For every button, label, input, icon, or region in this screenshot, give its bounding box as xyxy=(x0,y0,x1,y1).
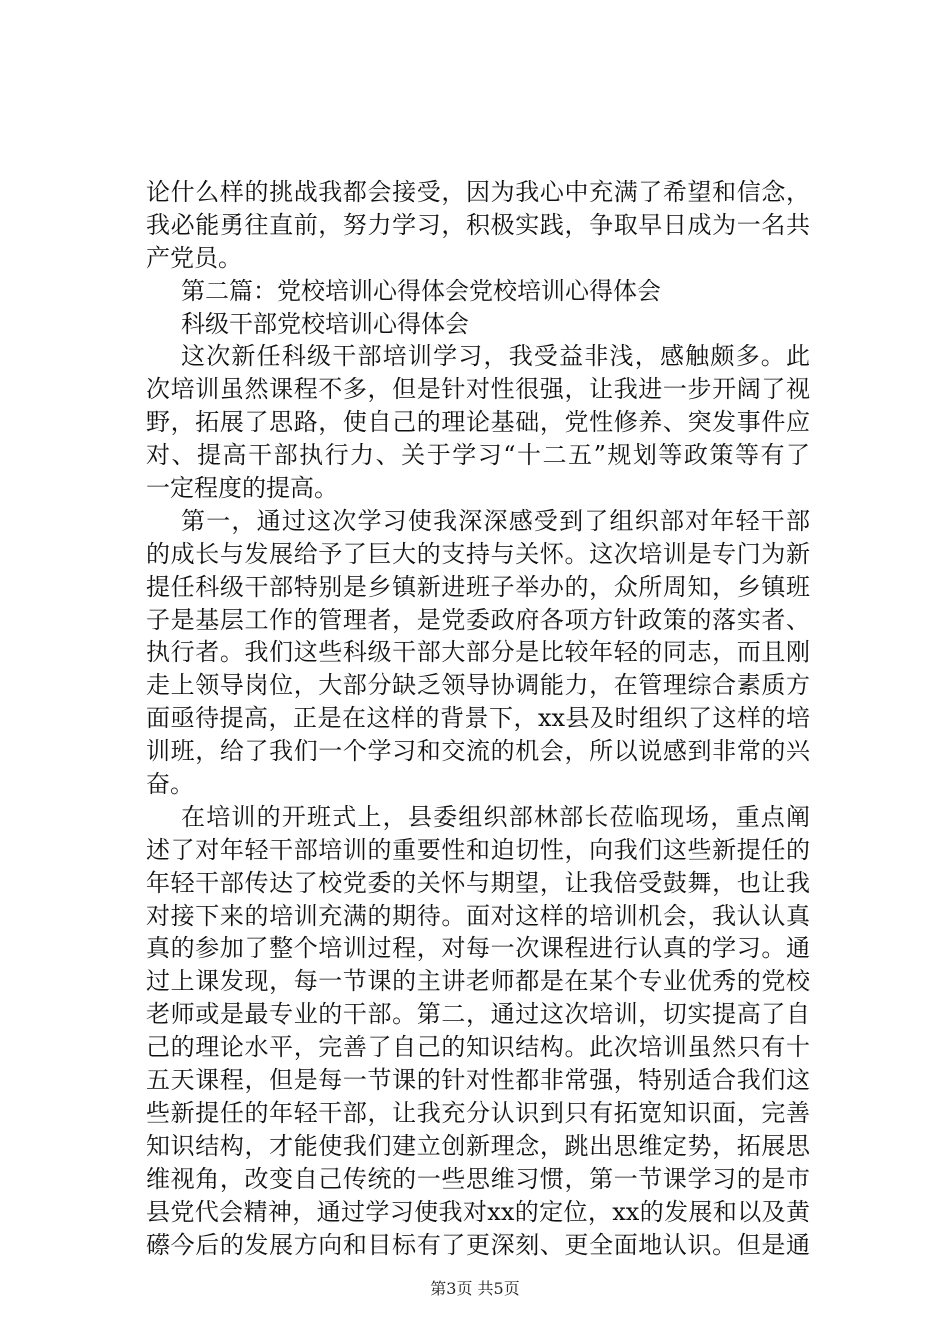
text-line: 子是基层工作的管理者，是党委政府各项方针政策的落实者、 xyxy=(146,605,810,634)
text-line: 对接下来的培训充满的期待。面对这样的培训机会，我认认真 xyxy=(146,901,810,930)
text-line: 提任科级干部特别是乡镇新进班子举办的，众所周知，乡镇班 xyxy=(146,572,810,601)
text-line: 野，拓展了思路，使自己的理论基础，党性修养、突发事件应 xyxy=(146,408,810,437)
text-line: 奋。 xyxy=(146,770,194,799)
text-line: 我必能勇往直前，努力学习，积极实践，争取早日成为一名共 xyxy=(146,210,810,239)
text-line: 产党员。 xyxy=(146,243,242,272)
text-line: 五天课程，但是每一节课的针对性都非常强，特别适合我们这 xyxy=(146,1066,810,1095)
text-line: 老师或是最专业的干部。第二，通过这次培训，切实提高了自 xyxy=(146,1000,810,1029)
text-line: 走上领导岗位，大部分缺乏领导协调能力，在管理综合素质方 xyxy=(146,671,810,700)
page-footer: 第3页 共5页 xyxy=(430,1279,520,1298)
text-line: 真的参加了整个培训过程，对每一次课程进行认真的学习。通 xyxy=(146,934,810,963)
text-line: 述了对年轻干部培训的重要性和迫切性，向我们这些新提任的 xyxy=(146,835,810,864)
text-line: 些新提任的年轻干部，让我充分认识到只有拓宽知识面，完善 xyxy=(146,1098,810,1127)
text-line: 在培训的开班式上，县委组织部林部长莅临现场，重点阐 xyxy=(181,802,810,831)
text-line: 一定程度的提高。 xyxy=(146,474,338,503)
text-line: 礤今后的发展方向和目标有了更深刻、更全面地认识。但是通 xyxy=(146,1230,810,1259)
text-line: 次培训虽然课程不多，但是针对性很强，让我进一步开阔了视 xyxy=(146,375,810,404)
text-line: 己的理论水平，完善了自己的知识结构。此次培训虽然只有十 xyxy=(146,1033,810,1062)
text-line: 对、提高干部执行力、关于学习“十二五”规划等政策等有了 xyxy=(146,441,810,470)
text-line: 县党代会精神，通过学习使我对xx的定位，xx的发展和以及黄 xyxy=(146,1197,810,1226)
section-subheading: 科级干部党校培训心得体会 xyxy=(181,309,469,338)
text-line: 执行者。我们这些科级干部大部分是比较年轻的同志，而且刚 xyxy=(146,638,810,667)
text-line: 训班，给了我们一个学习和交流的机会，所以说感到非常的兴 xyxy=(146,737,810,766)
text-line: 的成长与发展给予了巨大的支持与关怀。这次培训是专门为新 xyxy=(146,539,810,568)
text-line: 知识结构，才能使我们建立创新理念，跳出思维定势，拓展思 xyxy=(146,1131,810,1160)
text-line: 论什么样的挑战我都会接受，因为我心中充满了希望和信念， xyxy=(146,178,810,206)
text-line: 维视角，改变自己传统的一些思维习惯，第一节课学习的是市 xyxy=(146,1164,810,1193)
section-heading: 第二篇：党校培训心得体会党校培训心得体会 xyxy=(181,276,661,305)
text-line: 过上课发现，每一节课的主讲老师都是在某个专业优秀的党校 xyxy=(146,967,810,996)
text-line: 第一，通过这次学习使我深深感受到了组织部对年轻干部 xyxy=(181,506,810,535)
document-body xyxy=(146,176,810,1261)
text-line: 年轻干部传达了校党委的关怀与期望，让我倍受鼓舞，也让我 xyxy=(146,868,810,897)
text-line: 面亟待提高，正是在这样的背景下，xx县及时组织了这样的培 xyxy=(146,704,810,733)
text-line: 这次新任科级干部培训学习，我受益非浅，感触颇多。此 xyxy=(181,342,810,371)
